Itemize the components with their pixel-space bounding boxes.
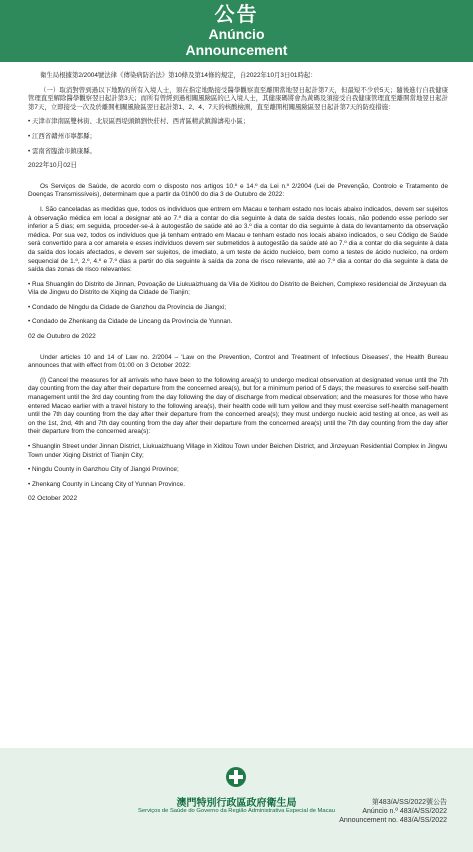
en-bullet-3: • Zhenkang County in Lincang City of Yunnan Province. (28, 480, 186, 488)
pt-paragraph-1: I. São canceladas as medidas que, todos os indivíduos que entrem em Macau e tenham estado nos locais abaixo indicados, devem ser sujeitos à observação médica em local a designar até ao 7.º dia a contar do dia seguinte à data de saída destes locais, não podendo esse período ser inferior a 5 dias; em seguida, proceder-se-á à autogestão de saúde até ao 3.º dia a contar do dia seguinte à data do levantamento da observação médica. Por sua vez, todos os indivíduos que já tenham entrado em Macau e tenham estado nos locais abaixo indicados, o seu Código de Saúde será convertido para a cor amarela e esses indivíduos devem ser submetidos à autogestão da saúde até ao 7.º dia a contar do dia seguinte à data da saída dos locais afectados, e devem ser sujeitos, de imediato, a um teste de ácido nucleico, bem como a testes de ácido nucleico, na ordem sequencial de 1.º, 2.º, 4.º e 7.º dias a partir do dia seguinte à saída da zona de risco relevante, até ao 7.º dia a contar do dia seguinte à data de saída das zonas de risco relevantes: (28, 205, 448, 274)
pt-bullet-1: • Rua Shuanglin do Distrito de Jinnan, Povoação de Liukuaizhuang da Vila de Xiditou do Distrito de Beichen, Complexo residencial de Jinzeyuan da Vila de Jingwu do Distrito de Xiqing da Cidade de Tianjin; (28, 280, 447, 297)
pt-date: 02 de Outubro de 2022 (28, 333, 96, 341)
reference-chinese: 第483/A/SS/2022號公告 (371, 799, 447, 806)
pt-bullet-2: • Condado de Ningdu da Cidade de Ganzhou da Província de Jiangxi; (28, 303, 227, 311)
department-name-portuguese: Serviços de Saúde do Governo da Região Administrativa Especial de Macau (138, 808, 335, 814)
zh-bullet-1: • 天津市津南區雙林街、北辰區西堤頭鎮劉快莊村、西青區精武鎮錦濤苑小區； (28, 118, 250, 126)
en-bullet-2: • Ningdu County in Ganzhou City of Jiangxi Province; (28, 466, 179, 474)
announcement-body (28, 72, 448, 516)
title-chinese: 公告 (214, 4, 259, 26)
pt-intro: Os Serviços de Saúde, de acordo com o disposto nos artigos 10.º e 14.º da Lei n.º 2/2004 (Lei de Prevenção, Controlo e Tratamento de Doenças Transmissíveis), determinam que a partir da 01h00 do dia 3 de Outubro de 2022: (28, 182, 448, 199)
zh-paragraph-1: （一）取消對曾到過以下地點的所有入境人士，須在指定地點接受醫學觀察直至離開當地翌日起計第7天，但最短不少於5天；隨後進行自我健康管理直至解除醫學觀察翌日起計第3天；而所有曾經到過相關風險區的已入境人士，其健康碼將會為黃碼及須接受自我健康管理直至離開當地翌日起計第7天，立即接受一次及於離開相關風險區翌日起計第1、2、4、7天的核酸檢測，直至離開相關風險區翌日起計第7天的防疫措施： (28, 86, 448, 111)
zh-date: 2022年10月02日 (28, 162, 78, 170)
reference-portuguese: Anúncio n.º 483/A/SS/2022 (362, 808, 447, 815)
zh-intro: 衛生局根據第2/2004號法律《傳染病防治法》第10條及第14條的規定，自2022年10月3日01時起： (40, 72, 317, 79)
department-name-chinese: 澳門特別行政區政府衛生局 (176, 798, 297, 809)
zh-bullet-2: • 江西省贛州市寧都縣； (28, 132, 96, 140)
en-intro: Under articles 10 and 14 of Law no. 2/2004 – 'Law on the Prevention, Control and Treatment of Infectious Diseases', the Health Bureau announces that with effect from 01:00 on 3 October 2022: (28, 353, 448, 370)
health-bureau-emblem-icon (225, 766, 247, 788)
en-bullet-1: • Shuanglin Street under Jinnan District, Liukuaizhuang Village in Xiditou Town under Beichen District, and Jinzeyuan Residential Complex in Jingwu Town under Xiqing District of Tianjin City; (28, 443, 448, 459)
title-portuguese: Anúncio (208, 26, 265, 42)
en-date: 02 October 2022 (28, 495, 78, 503)
reference-english: Announcement no. 483/A/SS/2022 (339, 817, 447, 824)
announcement-reference (339, 798, 447, 825)
zh-bullet-3: • 雲南省臨滄市鎮康縣。 (28, 147, 96, 155)
announcement-header (0, 0, 473, 62)
pt-bullet-3: • Condado de Zhenkang da Cidade de Lincang da Província de Yunnan. (28, 318, 233, 326)
en-paragraph-1: (I) Cancel the measures for all arrivals who have been to the following area(s) to undergo medical observation at designated venue until the 7th day counting from the day after their departure from the concerned area(s), but for a minimum period of 5 days; the measures to exercise self-health management until the 3rd day counting from the day following the day of discharge from medical observation; and the measures for those who have entered Macao earlier with a travel history to the following area(s), their health code will turn yellow and they must exercise self-health management until the 7th day counting from the day after their departure from the concerned area(s); they must undergo nucleic acid testing at once, as well as on the 1st, 2nd, 4th and 7th day counting from the day after their departure from the concerned area(s) until the 7th day counting from the day after their departure from the concerned area(s): (28, 376, 448, 436)
title-english: Announcement (185, 42, 288, 58)
